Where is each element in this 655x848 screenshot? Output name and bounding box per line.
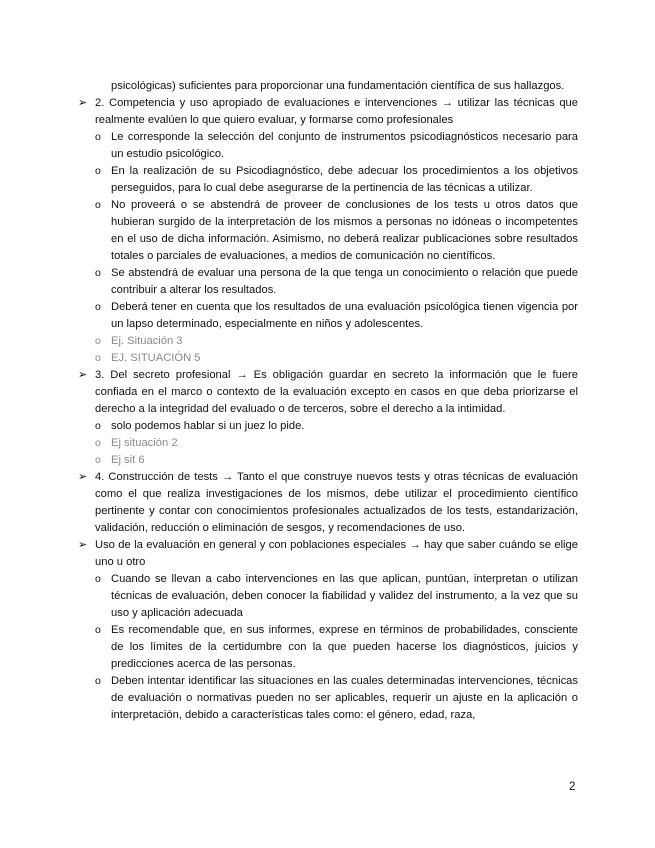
bullet-text: No proveerá o se abstendrá de proveer de conclusiones de los tests u otros datos que hubieran surgido de la interpretación de los mismos a personas no idóneas o incompetentes en el uso de dicha información. Asimismo, no deberá realizar publicaciones sobre resultados totales o parciales de evaluaciones, a medios de comunicación no científicos. xyxy=(111,199,578,262)
circle-bullet-icon: o xyxy=(95,437,101,449)
circle-bullet-icon: o xyxy=(95,199,101,211)
section-item xyxy=(78,95,578,129)
section-list xyxy=(78,95,578,724)
example-item xyxy=(95,435,578,452)
bullet-text: Ej. Situación 3 xyxy=(111,335,183,347)
section-item xyxy=(78,537,578,571)
circle-bullet-icon: o xyxy=(95,573,101,585)
bullet-text: Es recomendable que, en sus informes, exprese en términos de probabilidades, consciente de los límites de la certidumbre con la que pueden hacerse los diagnósticos, juicios y predicciones acerca de las personas. xyxy=(111,624,578,670)
bullet-item xyxy=(95,197,578,265)
arrow-bullet-icon: ➢ xyxy=(78,97,88,109)
circle-bullet-icon: o xyxy=(95,675,101,687)
section-text: Uso de la evaluación en general y con poblaciones especiales → hay que saber cuándo se elige uno u otro xyxy=(95,539,578,568)
bullet-text: Le corresponde la selección del conjunto de instrumentos psicodiagnósticos necesario para un estudio psicológico. xyxy=(111,131,578,160)
bullet-item xyxy=(95,129,578,163)
arrow-bullet-icon: ➢ xyxy=(78,369,88,381)
circle-bullet-icon: o xyxy=(95,420,101,432)
circle-bullet-icon: o xyxy=(95,301,101,313)
section-item xyxy=(78,367,578,418)
example-item xyxy=(95,350,578,367)
bullet-item xyxy=(95,571,578,622)
bullet-item xyxy=(95,673,578,724)
bullet-item xyxy=(95,299,578,333)
bullet-item xyxy=(95,622,578,673)
bullet-text: Deberá tener en cuenta que los resultados de una evaluación psicológica tienen vigencia por un lapso determinado, especialmente en niños y adolescentes. xyxy=(111,301,578,330)
page-number: 2 xyxy=(569,781,576,793)
bullet-text: Ej sit 6 xyxy=(111,454,145,466)
bullet-item xyxy=(95,163,578,197)
bullet-item xyxy=(95,265,578,299)
arrow-bullet-icon: ➢ xyxy=(78,471,88,483)
circle-bullet-icon: o xyxy=(95,624,101,636)
example-item xyxy=(95,452,578,469)
bullet-text: Se abstendrá de evaluar una persona de la que tenga un conocimiento o relación que puede contribuir a alterar los resultados. xyxy=(111,267,578,296)
arrow-bullet-icon: ➢ xyxy=(78,539,88,551)
bullet-text: Ej situación 2 xyxy=(111,437,178,449)
bullet-text: solo podemos hablar si un juez lo pide. xyxy=(111,420,305,432)
bullet-text: Cuando se llevan a cabo intervenciones en las que aplican, puntúan, interpretan o utilizan técnicas de evaluación, deben conocer la fiabilidad y validez del instrumento, a la vez que su uso y aplicación adecuada xyxy=(111,573,578,619)
circle-bullet-icon: o xyxy=(95,352,101,364)
bullet-text: Deben intentar identificar las situaciones en las cuales determinadas intervenciones, técnicas de evaluación o normativas pueden no ser aplicables, requerir un ajuste en la aplicación o interpretación, debido a características tales como: el género, edad, raza, xyxy=(111,675,578,721)
circle-bullet-icon: o xyxy=(95,335,101,347)
bullet-item xyxy=(95,418,578,435)
circle-bullet-icon: o xyxy=(95,267,101,279)
intro-continuation: psicológicas) suficientes para proporcionar una fundamentación científica de sus hallazgos. xyxy=(111,80,565,92)
example-item xyxy=(95,333,578,350)
circle-bullet-icon: o xyxy=(95,454,101,466)
section-text: 3. Del secreto profesional → Es obligación guardar en secreto la información que le fuere confiada en el marco o contexto de la evaluación excepto en casos en que deba priorizarse el derecho a la integridad del evaluado o de terceros, sobre el derecho a la intimidad. xyxy=(95,369,578,415)
section-text: 4. Construcción de tests → Tanto el que construye nuevos tests y otras técnicas de evaluación como el que realiza investigaciones de los mismos, debe utilizar el procedimiento científico pertinente y contar con conocimientos profesionales actualizados de los tests, estandarización, validación, reducción o eliminación de sesgos, y recomendaciones de uso. xyxy=(95,471,578,534)
bullet-text: EJ. SITUACIÓN 5 xyxy=(111,352,201,364)
section-text: 2. Competencia y uso apropiado de evaluaciones e intervenciones → utilizar las técnicas que realmente evalúen lo que quiero evaluar, y formarse como profesionales xyxy=(95,97,578,126)
bullet-text: En la realización de su Psicodiagnóstico, debe adecuar los procedimientos a los objetivos perseguidos, para lo cual debe asegurarse de la pertinencia de las técnicas a utilizar. xyxy=(111,165,578,194)
circle-bullet-icon: o xyxy=(95,165,101,177)
circle-bullet-icon: o xyxy=(95,131,101,143)
section-item xyxy=(78,469,578,537)
page-content xyxy=(78,78,578,724)
